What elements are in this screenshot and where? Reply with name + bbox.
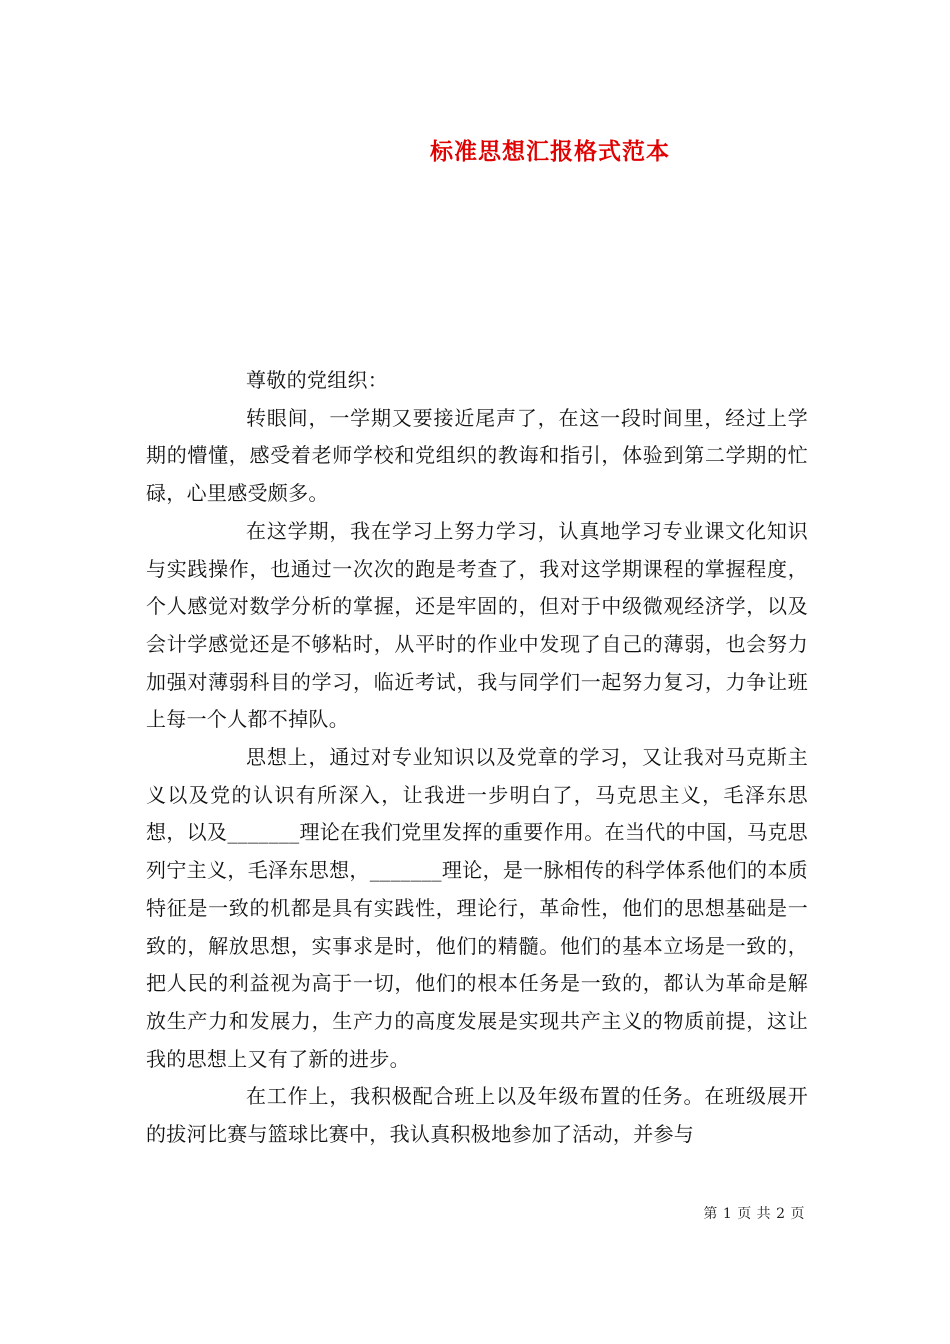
- salutation: 尊敬的党组织：: [246, 368, 389, 392]
- paragraph-2: 在这学期，我在学习上努力学习，认真地学习专业课文化知识与实践操作，也通过一次次的跑是考查了，我对这学期课程的掌握程度，个人感觉对数学分析的掌握，还是牢固的，但对于中级微观经济学，以及会计学感觉还是不够粘时，从平时的作业中发现了自己的薄弱，也会努力加强对薄弱科目的学习，临近考试，我与同学们一起努力复习，力争让班上每一个人都不掉队。: [146, 518, 808, 732]
- paragraph-3: 思想上，通过对专业知识以及党章的学习，又让我对马克斯主义以及党的认识有所深入，让我进一步明白了，马克思主义，毛泽东思想，以及_______理论在我们党里发挥的重要作用。在当代的中国，马克思列宁主义，毛泽东思想，_______理论，是一脉相传的科学体系他们的本质特征是一致的机都是具有实践性，理论行，革命性，他们的思想基础是一致的，解放思想，实事求是时，他们的精髓。他们的基本立场是一致的，把人民的利益视为高于一切，他们的根本任务是一致的，都认为革命是解放生产力和发展力，生产力的高度发展是实现共产主义的物质前提，这让我的思想上又有了新的进步。: [146, 745, 808, 1071]
- page-number-footer: 第 1 页 共 2 页: [703, 1206, 805, 1222]
- paragraph-4: 在工作上，我积极配合班上以及年级布置的任务。在班级展开的拔河比赛与篮球比赛中，我认真积极地参加了活动，并参与: [146, 1084, 808, 1147]
- paragraph-1: 转眼间，一学期又要接近尾声了，在这一段时间里，经过上学期的懵懂，感受着老师学校和党组织的教诲和指引，体验到第二学期的忙碌，心里感受颇多。: [146, 405, 808, 506]
- document-body: [146, 362, 808, 1154]
- document-title: 标准思想汇报格式范本: [430, 138, 670, 165]
